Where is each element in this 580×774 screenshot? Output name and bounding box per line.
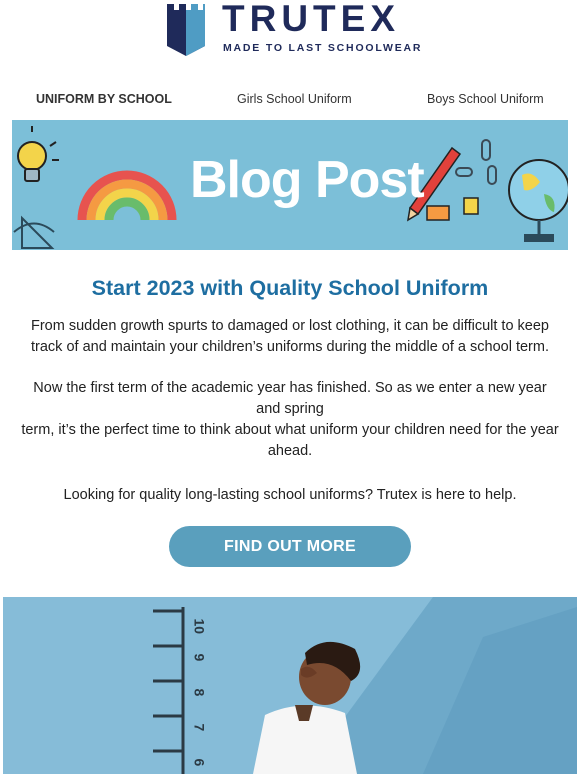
child-measuring-height-photo[interactable] <box>3 597 577 774</box>
ruler-number-8: 8 <box>191 688 208 697</box>
nav-boys-school-uniform[interactable]: Boys School Uniform <box>427 92 544 106</box>
lightbulb-icon <box>18 126 59 181</box>
brand-tagline: MADE TO LAST SCHOOLWEAR <box>223 42 423 54</box>
article-paragraph-3: Looking for quality long-lasting school uniforms? Trutex is here to help. <box>63 487 517 503</box>
ruler-icon <box>14 218 54 248</box>
ruler-number-10: 10 <box>191 618 208 635</box>
article-paragraph-2-line-2: term, it’s the perfect time to think about what uniform your children need for the year ahead. <box>21 422 559 459</box>
email-header <box>0 0 580 80</box>
ruler-number-7: 7 <box>191 723 208 732</box>
ruler-number-9: 9 <box>191 653 208 662</box>
rainbow-icon <box>82 175 172 220</box>
article-paragraph-2 <box>20 378 560 462</box>
nav-uniform-by-school[interactable]: UNIFORM BY SCHOOL <box>36 92 172 106</box>
article-headline: Start 2023 with Quality School Uniform <box>91 276 489 300</box>
castle-tower-icon[interactable] <box>165 2 207 56</box>
banner-title: Blog Post <box>190 151 424 209</box>
main-nav <box>0 92 580 110</box>
sharpener-icon <box>464 198 478 214</box>
blog-post-banner[interactable] <box>12 120 568 250</box>
article-paragraph-1: From sudden growth spurts to damaged or lost clothing, it can be difficult to keep track of and maintain your children’s uniforms during the middle of a school term. <box>31 318 549 355</box>
ruler-number-6: 6 <box>191 758 208 767</box>
nav-girls-school-uniform[interactable]: Girls School Uniform <box>237 92 352 106</box>
brand-name[interactable]: TRUTEX <box>222 0 400 39</box>
eraser-icon <box>427 206 449 220</box>
photo-scene <box>3 597 577 774</box>
find-out-more-button[interactable]: FIND OUT MORE <box>169 526 411 567</box>
paperclip-icon <box>456 140 496 184</box>
article-paragraph-2-line-1: Now the first term of the academic year has finished. So as we enter a new year and spring <box>33 380 547 417</box>
globe-icon <box>509 160 568 242</box>
